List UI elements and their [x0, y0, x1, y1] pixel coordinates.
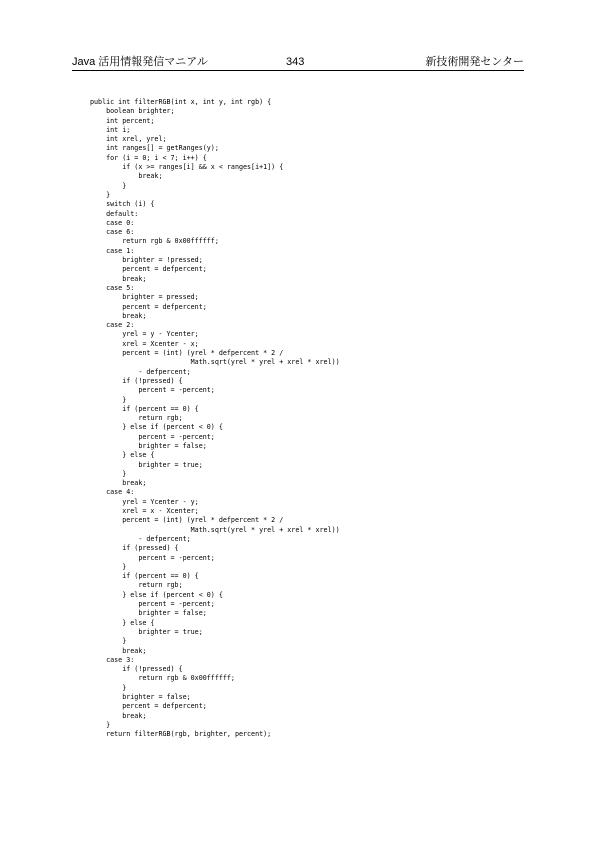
code-line: percent = defpercent; [90, 265, 207, 274]
code-line: return rgb & 0x00ffffff; [90, 237, 219, 246]
publisher-name: 新技術開発センター [425, 56, 524, 68]
code-line: percent = -percent; [90, 553, 215, 562]
code-line: break; [90, 646, 147, 655]
code-line: if (!pressed) { [90, 665, 183, 674]
code-line: } [90, 562, 127, 571]
code-line: for (i = 0; i < 7; i++) { [90, 153, 207, 162]
code-line: } else { [90, 451, 155, 460]
code-line: } else if (percent < 0) { [90, 423, 223, 432]
code-line: } [90, 720, 111, 729]
code-line: brighter = pressed; [90, 293, 199, 302]
code-line: break; [90, 479, 147, 488]
code-line: } [90, 637, 127, 646]
header-rule [72, 70, 524, 71]
code-line: } [90, 181, 127, 190]
code-line: percent = defpercent; [90, 702, 207, 711]
code-line: yrel = Ycenter - y; [90, 497, 199, 506]
code-line: brighter = true; [90, 460, 203, 469]
code-line: case 3: [90, 655, 135, 664]
code-line: return rgb; [90, 581, 183, 590]
code-line: percent = (int) (yrel * defpercent * 2 / [90, 349, 284, 358]
code-line: } else if (percent < 0) { [90, 590, 223, 599]
code-line: brighter = false; [90, 693, 191, 701]
code-line: case 4: [90, 488, 135, 497]
code-line: } [90, 683, 127, 692]
code-line: break; [90, 274, 147, 283]
code-line: boolean brighter; [90, 107, 175, 116]
code-line: return filterRGB(rgb, brighter, percent); [90, 730, 272, 739]
code-line: percent = -percent; [90, 386, 215, 395]
code-line: break; [90, 311, 147, 320]
code-line: case 1: [90, 246, 135, 255]
code-line: percent = -percent; [90, 600, 215, 609]
code-line: if (percent == 0) { [90, 404, 199, 413]
code-line: xrel = x - Xcenter; [90, 507, 199, 516]
code-line: Math.sqrt(yrel * yrel + xrel * xrel)) [90, 525, 340, 534]
code-line: percent = -percent; [90, 432, 215, 441]
code-line: } else { [90, 618, 155, 627]
code-line: public int filterRGB(int x, int y, int rgb) { [90, 98, 272, 106]
code-line: xrel = Xcenter - x; [90, 339, 199, 348]
code-line: percent = defpercent; [90, 302, 207, 311]
code-line: - defpercent; [90, 534, 191, 543]
book-title: Java 活用情報発信マニアル [72, 56, 208, 68]
code-line: Math.sqrt(yrel * yrel + xrel * xrel)) [90, 358, 340, 367]
code-line: if (pressed) { [90, 544, 179, 553]
code-line: case 0: [90, 218, 135, 227]
code-line: int i; [90, 125, 131, 134]
code-line: switch (i) { [90, 200, 155, 209]
code-line: case 2: [90, 321, 135, 330]
code-line: case 6: [90, 228, 135, 237]
code-line: if (percent == 0) { [90, 572, 199, 581]
code-line: } [90, 469, 127, 478]
code-line: brighter = false; [90, 441, 207, 450]
code-line: percent = (int) (yrel * defpercent * 2 / [90, 516, 284, 525]
code-line: if (x >= ranges[i] && x < ranges[i+1]) { [90, 163, 284, 172]
code-line: default: [90, 209, 139, 218]
code-line: return rgb; [90, 414, 183, 423]
code-line: brighter = !pressed; [90, 256, 203, 265]
code-line: int ranges[] = getRanges(y); [90, 144, 219, 153]
code-line: yrel = y - Ycenter; [90, 330, 199, 339]
page-header [72, 54, 524, 70]
code-listing [90, 98, 530, 739]
code-line: break; [90, 711, 147, 720]
code-line: if (!pressed) { [90, 376, 183, 385]
code-line: int percent; [90, 116, 155, 125]
code-line: break; [90, 172, 163, 181]
code-line: return rgb & 0x00ffffff; [90, 674, 235, 683]
code-line: } [90, 395, 127, 404]
page-number: 343 [286, 56, 305, 68]
code-line: brighter = true; [90, 627, 203, 636]
code-line: brighter = false; [90, 609, 207, 618]
code-line: - defpercent; [90, 367, 191, 376]
code-line: int xrel, yrel; [90, 135, 167, 144]
code-line: } [90, 190, 111, 199]
code-line: case 5: [90, 283, 135, 292]
